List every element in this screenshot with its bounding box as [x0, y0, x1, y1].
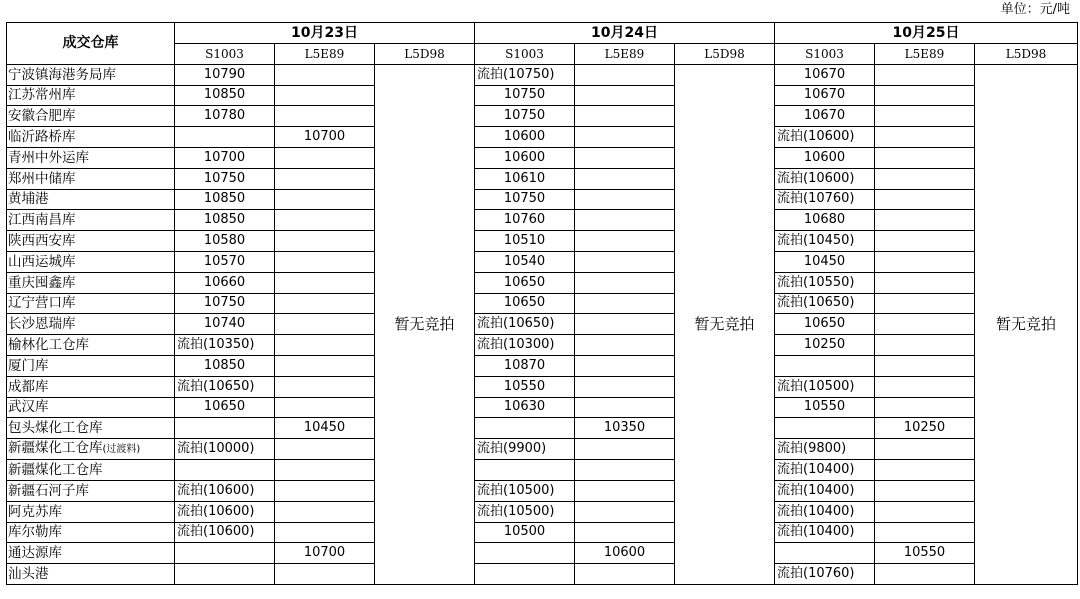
price-cell	[875, 564, 975, 585]
price-cell	[575, 251, 675, 272]
price-cell: 10550	[775, 397, 875, 418]
price-cell	[275, 272, 375, 293]
warehouse-name-text: 成都库	[8, 378, 49, 395]
no-auction-cell-1: 暂无竞拍	[375, 64, 475, 584]
price-cell: 10670	[775, 64, 875, 85]
code-header: S1003	[475, 44, 575, 65]
price-cell	[575, 106, 675, 127]
table-row	[7, 127, 1078, 148]
price-cell	[175, 543, 275, 564]
table-row	[7, 418, 1078, 439]
table-row	[7, 189, 1078, 210]
table-row	[7, 210, 1078, 231]
warehouse-name	[7, 439, 175, 460]
warehouse-name-text: 江苏常州库	[8, 87, 76, 104]
price-cell	[275, 189, 375, 210]
table-row	[7, 231, 1078, 252]
price-cell: 10600	[475, 127, 575, 148]
price-cell: 10630	[475, 397, 575, 418]
date-header-2: 10月24日	[475, 23, 775, 44]
warehouse-name-text: 宁波镇海港务局库	[8, 66, 116, 83]
warehouse-name	[7, 335, 175, 356]
price-cell	[875, 397, 975, 418]
price-cell	[875, 147, 975, 168]
price-cell	[275, 480, 375, 501]
price-cell: 10850	[175, 189, 275, 210]
no-auction-cell-2: 暂无竞拍	[675, 64, 775, 584]
code-header: L5E89	[575, 44, 675, 65]
table-row	[7, 293, 1078, 314]
warehouse-name-text: 辽宁营口库	[8, 295, 76, 312]
price-cell: 流拍(10760)	[775, 189, 875, 210]
warehouse-name	[7, 210, 175, 231]
table-row	[7, 314, 1078, 335]
warehouse-name-text: 武汉库	[8, 399, 49, 416]
price-cell	[875, 355, 975, 376]
table-row	[7, 397, 1078, 418]
price-cell: 10350	[575, 418, 675, 439]
price-cell	[275, 314, 375, 335]
price-cell: 10850	[175, 85, 275, 106]
table-body	[7, 64, 1078, 584]
price-cell: 流拍(10600)	[175, 522, 275, 543]
price-cell	[275, 106, 375, 127]
price-cell: 10660	[175, 272, 275, 293]
table-row	[7, 501, 1078, 522]
price-cell: 10750	[475, 85, 575, 106]
warehouse-name-text: 库尔勒库	[8, 524, 62, 541]
warehouse-name	[7, 127, 175, 148]
unit-label: 单位：元/吨	[1000, 2, 1070, 17]
price-cell: 10550	[475, 376, 575, 397]
price-cell: 10650	[175, 397, 275, 418]
price-cell: 流拍(10350)	[175, 335, 275, 356]
table-row	[7, 168, 1078, 189]
price-cell: 10510	[475, 231, 575, 252]
warehouse-name-text: 郑州中储库	[8, 170, 76, 187]
table-row	[7, 335, 1078, 356]
warehouse-name	[7, 147, 175, 168]
warehouse-name	[7, 189, 175, 210]
price-cell: 流拍(10650)	[475, 314, 575, 335]
price-cell: 流拍(10400)	[775, 522, 875, 543]
warehouse-name-text: 通达源库	[8, 545, 62, 562]
warehouse-name-text: 陕西西安库	[8, 233, 76, 250]
table-row	[7, 64, 1078, 85]
warehouse-name-text: 青州中外运库	[8, 149, 89, 166]
price-cell: 10680	[775, 210, 875, 231]
warehouse-name-text: 安徽合肥库	[8, 108, 76, 125]
price-cell	[875, 189, 975, 210]
warehouse-name	[7, 418, 175, 439]
warehouse-name	[7, 480, 175, 501]
price-cell: 流拍(10750)	[475, 64, 575, 85]
price-cell	[575, 293, 675, 314]
table-row	[7, 272, 1078, 293]
price-cell	[575, 335, 675, 356]
warehouse-name-text: 包头煤化工仓库	[8, 420, 103, 437]
price-cell: 流拍(10400)	[775, 501, 875, 522]
warehouse-name-text: 阿克苏库	[8, 503, 62, 520]
price-cell	[275, 460, 375, 481]
price-cell	[875, 251, 975, 272]
price-cell	[575, 64, 675, 85]
warehouse-name	[7, 106, 175, 127]
code-header: L5D98	[975, 44, 1078, 65]
price-cell: 10700	[275, 543, 375, 564]
price-cell: 10540	[475, 251, 575, 272]
price-cell: 10750	[475, 106, 575, 127]
warehouse-name-text: 汕头港	[8, 566, 49, 583]
table-row	[7, 522, 1078, 543]
price-cell: 流拍(10550)	[775, 272, 875, 293]
price-cell: 10650	[475, 272, 575, 293]
price-cell: 流拍(10650)	[175, 376, 275, 397]
table-row	[7, 106, 1078, 127]
price-cell: 10580	[175, 231, 275, 252]
price-cell: 流拍(10600)	[775, 168, 875, 189]
code-header: S1003	[775, 44, 875, 65]
price-cell: 10870	[475, 355, 575, 376]
price-cell	[775, 543, 875, 564]
price-cell	[275, 168, 375, 189]
price-cell: 流拍(10600)	[775, 127, 875, 148]
price-cell: 10500	[475, 522, 575, 543]
warehouse-name-text: 临沂路桥库	[8, 129, 76, 146]
price-cell	[775, 418, 875, 439]
price-cell	[575, 168, 675, 189]
price-cell	[875, 272, 975, 293]
price-cell: 10600	[775, 147, 875, 168]
price-cell	[575, 189, 675, 210]
price-cell	[275, 210, 375, 231]
price-cell: 10670	[775, 85, 875, 106]
price-cell	[875, 64, 975, 85]
price-cell	[875, 439, 975, 460]
price-cell	[575, 439, 675, 460]
price-cell	[275, 335, 375, 356]
code-header: L5D98	[375, 44, 475, 65]
price-cell: 10250	[875, 418, 975, 439]
price-cell	[275, 355, 375, 376]
table-row	[7, 564, 1078, 585]
price-cell: 10700	[275, 127, 375, 148]
warehouse-name	[7, 272, 175, 293]
price-cell: 流拍(10500)	[775, 376, 875, 397]
warehouse-name	[7, 522, 175, 543]
code-header: L5E89	[875, 44, 975, 65]
price-cell	[575, 272, 675, 293]
warehouse-name	[7, 355, 175, 376]
price-cell	[475, 460, 575, 481]
price-cell	[775, 355, 875, 376]
date-header-3: 10月25日	[775, 23, 1078, 44]
warehouse-name	[7, 251, 175, 272]
warehouse-name-text: 黄埔港	[8, 191, 49, 208]
price-cell	[875, 314, 975, 335]
price-cell: 10600	[475, 147, 575, 168]
price-cell: 10740	[175, 314, 275, 335]
table-row	[7, 355, 1078, 376]
price-cell: 10850	[175, 210, 275, 231]
price-cell: 10760	[475, 210, 575, 231]
price-cell: 流拍(10300)	[475, 335, 575, 356]
price-cell: 10650	[475, 293, 575, 314]
table-row	[7, 147, 1078, 168]
price-cell: 10790	[175, 64, 275, 85]
table-row	[7, 376, 1078, 397]
price-cell: 10750	[175, 168, 275, 189]
price-cell	[175, 460, 275, 481]
price-cell	[575, 147, 675, 168]
price-cell: 流拍(10600)	[175, 501, 275, 522]
price-cell	[875, 210, 975, 231]
price-cell: 流拍(10400)	[775, 480, 875, 501]
price-cell	[575, 397, 675, 418]
warehouse-name	[7, 64, 175, 85]
table-row	[7, 439, 1078, 460]
price-cell: 10780	[175, 106, 275, 127]
price-cell	[575, 210, 675, 231]
price-cell: 10700	[175, 147, 275, 168]
code-header: L5E89	[275, 44, 375, 65]
code-header: S1003	[175, 44, 275, 65]
table-row	[7, 460, 1078, 481]
price-cell: 10850	[175, 355, 275, 376]
price-cell: 流拍(10450)	[775, 231, 875, 252]
price-cell: 流拍(10500)	[475, 501, 575, 522]
price-cell	[275, 564, 375, 585]
price-cell: 10750	[175, 293, 275, 314]
warehouse-name	[7, 314, 175, 335]
price-cell	[875, 376, 975, 397]
price-cell	[175, 564, 275, 585]
warehouse-name	[7, 460, 175, 481]
price-cell	[875, 106, 975, 127]
price-cell	[875, 480, 975, 501]
price-cell: 10750	[475, 189, 575, 210]
warehouse-name	[7, 376, 175, 397]
warehouse-name-text: 江西南昌库	[8, 212, 76, 229]
price-cell: 10550	[875, 543, 975, 564]
price-cell	[575, 355, 675, 376]
price-cell: 流拍(9800)	[775, 439, 875, 460]
price-cell	[275, 501, 375, 522]
price-cell: 10670	[775, 106, 875, 127]
price-cell	[475, 564, 575, 585]
price-cell	[275, 522, 375, 543]
price-cell	[575, 314, 675, 335]
price-cell	[275, 231, 375, 252]
price-cell: 10450	[275, 418, 375, 439]
code-header: L5D98	[675, 44, 775, 65]
table-row	[7, 543, 1078, 564]
price-cell	[875, 335, 975, 356]
date-header-1: 10月23日	[175, 23, 475, 44]
price-cell: 流拍(10760)	[775, 564, 875, 585]
warehouse-name-text: 厦门库	[8, 357, 49, 374]
warehouse-name-text: 重庆囤鑫库	[8, 274, 76, 291]
table-row	[7, 85, 1078, 106]
price-cell	[575, 85, 675, 106]
price-cell	[575, 522, 675, 543]
price-cell	[875, 293, 975, 314]
price-cell	[875, 85, 975, 106]
warehouse-name	[7, 543, 175, 564]
warehouse-name-text: 山西运城库	[8, 253, 76, 270]
table-row	[7, 251, 1078, 272]
price-cell: 流拍(10500)	[475, 480, 575, 501]
price-cell	[275, 376, 375, 397]
warehouse-name	[7, 293, 175, 314]
price-cell: 流拍(10400)	[775, 460, 875, 481]
warehouse-name	[7, 501, 175, 522]
price-cell	[475, 543, 575, 564]
warehouse-note: (过渡料)	[102, 444, 141, 456]
price-cell	[575, 127, 675, 148]
price-cell	[475, 418, 575, 439]
price-cell	[875, 168, 975, 189]
price-cell	[575, 460, 675, 481]
price-cell: 10570	[175, 251, 275, 272]
warehouse-name	[7, 168, 175, 189]
price-cell	[175, 418, 275, 439]
price-cell	[575, 231, 675, 252]
warehouse-name-text: 榆林化工仓库	[8, 337, 89, 354]
warehouse-header: 成交仓库	[7, 23, 175, 65]
price-cell	[875, 501, 975, 522]
price-cell	[875, 460, 975, 481]
warehouse-name-text: 新疆煤化工仓库	[8, 440, 103, 457]
price-cell: 流拍(10000)	[175, 439, 275, 460]
price-cell: 10610	[475, 168, 575, 189]
price-cell	[575, 564, 675, 585]
price-cell	[275, 439, 375, 460]
price-cell	[275, 64, 375, 85]
price-cell	[875, 231, 975, 252]
warehouse-name-text: 新疆煤化工仓库	[8, 462, 103, 479]
price-cell: 流拍(10650)	[775, 293, 875, 314]
price-cell	[175, 127, 275, 148]
warehouse-name	[7, 231, 175, 252]
warehouse-name	[7, 397, 175, 418]
price-cell: 10450	[775, 251, 875, 272]
price-cell	[875, 522, 975, 543]
price-cell	[275, 293, 375, 314]
price-cell: 10250	[775, 335, 875, 356]
price-cell: 流拍(9900)	[475, 439, 575, 460]
price-cell	[575, 480, 675, 501]
price-cell: 流拍(10600)	[175, 480, 275, 501]
no-auction-cell-3: 暂无竞拍	[975, 64, 1078, 584]
warehouse-name-text: 新疆石河子库	[8, 482, 89, 499]
header-row-dates	[7, 23, 1078, 44]
price-cell: 10650	[775, 314, 875, 335]
price-cell	[575, 376, 675, 397]
price-cell	[575, 501, 675, 522]
price-cell	[275, 147, 375, 168]
price-cell	[275, 85, 375, 106]
price-cell	[275, 397, 375, 418]
price-cell: 10600	[575, 543, 675, 564]
price-cell	[275, 251, 375, 272]
warehouse-name	[7, 564, 175, 585]
warehouse-name-text: 长沙恩瑞库	[8, 316, 76, 333]
auction-table	[6, 22, 1078, 585]
warehouse-name	[7, 85, 175, 106]
price-cell	[875, 127, 975, 148]
table-row	[7, 480, 1078, 501]
